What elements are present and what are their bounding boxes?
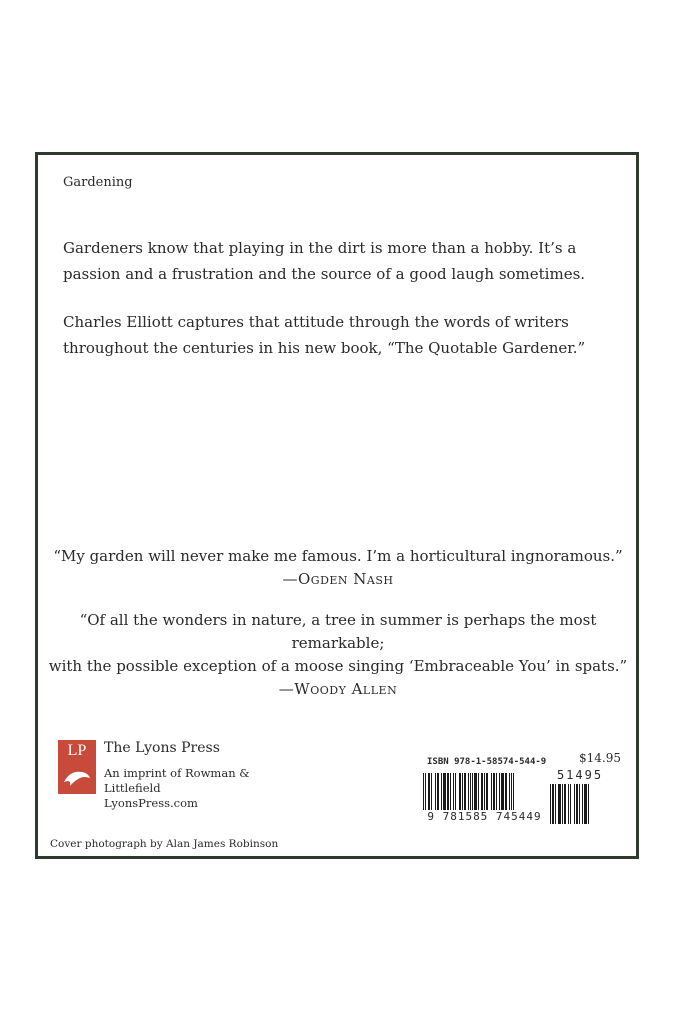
- barcode-bar: [558, 784, 561, 824]
- category-label: Gardening: [63, 175, 133, 190]
- barcode-bar: [552, 784, 554, 824]
- logo-letters: LP: [67, 742, 87, 759]
- quote-2-text-line-2: with the possible exception of a moose singing ‘Embraceable You’ in spats.”: [48, 657, 628, 675]
- barcode-bar: [562, 784, 563, 824]
- publisher-imprint: An imprint of Rowman & Littlefield: [104, 766, 250, 795]
- publisher-name: The Lyons Press: [104, 740, 220, 756]
- barcode-bar: [582, 784, 583, 824]
- quote-2: [48, 609, 628, 701]
- cover-credit: Cover photograph by Alan James Robinson: [50, 838, 279, 850]
- dolphin-icon: [62, 766, 92, 788]
- barcode-bar: [570, 784, 571, 824]
- quote-1: [48, 545, 628, 591]
- barcode-bar: [574, 784, 575, 824]
- barcode-bar: [564, 784, 566, 824]
- publisher-block: [58, 740, 298, 810]
- back-cover-frame: [35, 152, 639, 859]
- isbn-label: ISBN 978-1-58574-544-9: [427, 757, 547, 767]
- barcode-bar: [579, 784, 580, 824]
- barcode-bar: [555, 784, 556, 824]
- quote-2-attribution: —Woody Allen: [278, 680, 398, 698]
- price-addon-barcode: [550, 784, 608, 824]
- quote-2-text-line-1: “Of all the wonders in nature, a tree in summer is perhaps the most remarkable;: [79, 611, 597, 652]
- publisher-logo: [58, 740, 96, 794]
- barcode-bar: [568, 784, 569, 824]
- price-label: $14.95: [579, 751, 621, 765]
- price-addon-digits: 51495: [556, 768, 604, 782]
- barcode-bar: [576, 784, 578, 824]
- description-paragraph-2: Charles Elliott captures that attitude through the words of writers throughout the centuries in his new book, “The Quotable Gardener.”: [63, 313, 586, 357]
- quote-1-text: “My garden will never make me famous. I’m a horticultural ingnoramous.”: [53, 547, 623, 565]
- quote-1-attribution: —Ogden Nash: [282, 570, 394, 588]
- barcode-bar: [584, 784, 587, 824]
- description-paragraph-1: Gardeners know that playing in the dirt is more than a hobby. It’s a passion and a frustration and the source of a good laugh sometimes.: [63, 239, 586, 283]
- barcode-bar: [550, 784, 551, 824]
- isbn-barcode-digits: 9 781585 745449: [423, 810, 546, 823]
- barcode-bar: [588, 784, 589, 824]
- publisher-website[interactable]: LyonsPress.com: [104, 796, 198, 810]
- publisher-details: [104, 766, 298, 811]
